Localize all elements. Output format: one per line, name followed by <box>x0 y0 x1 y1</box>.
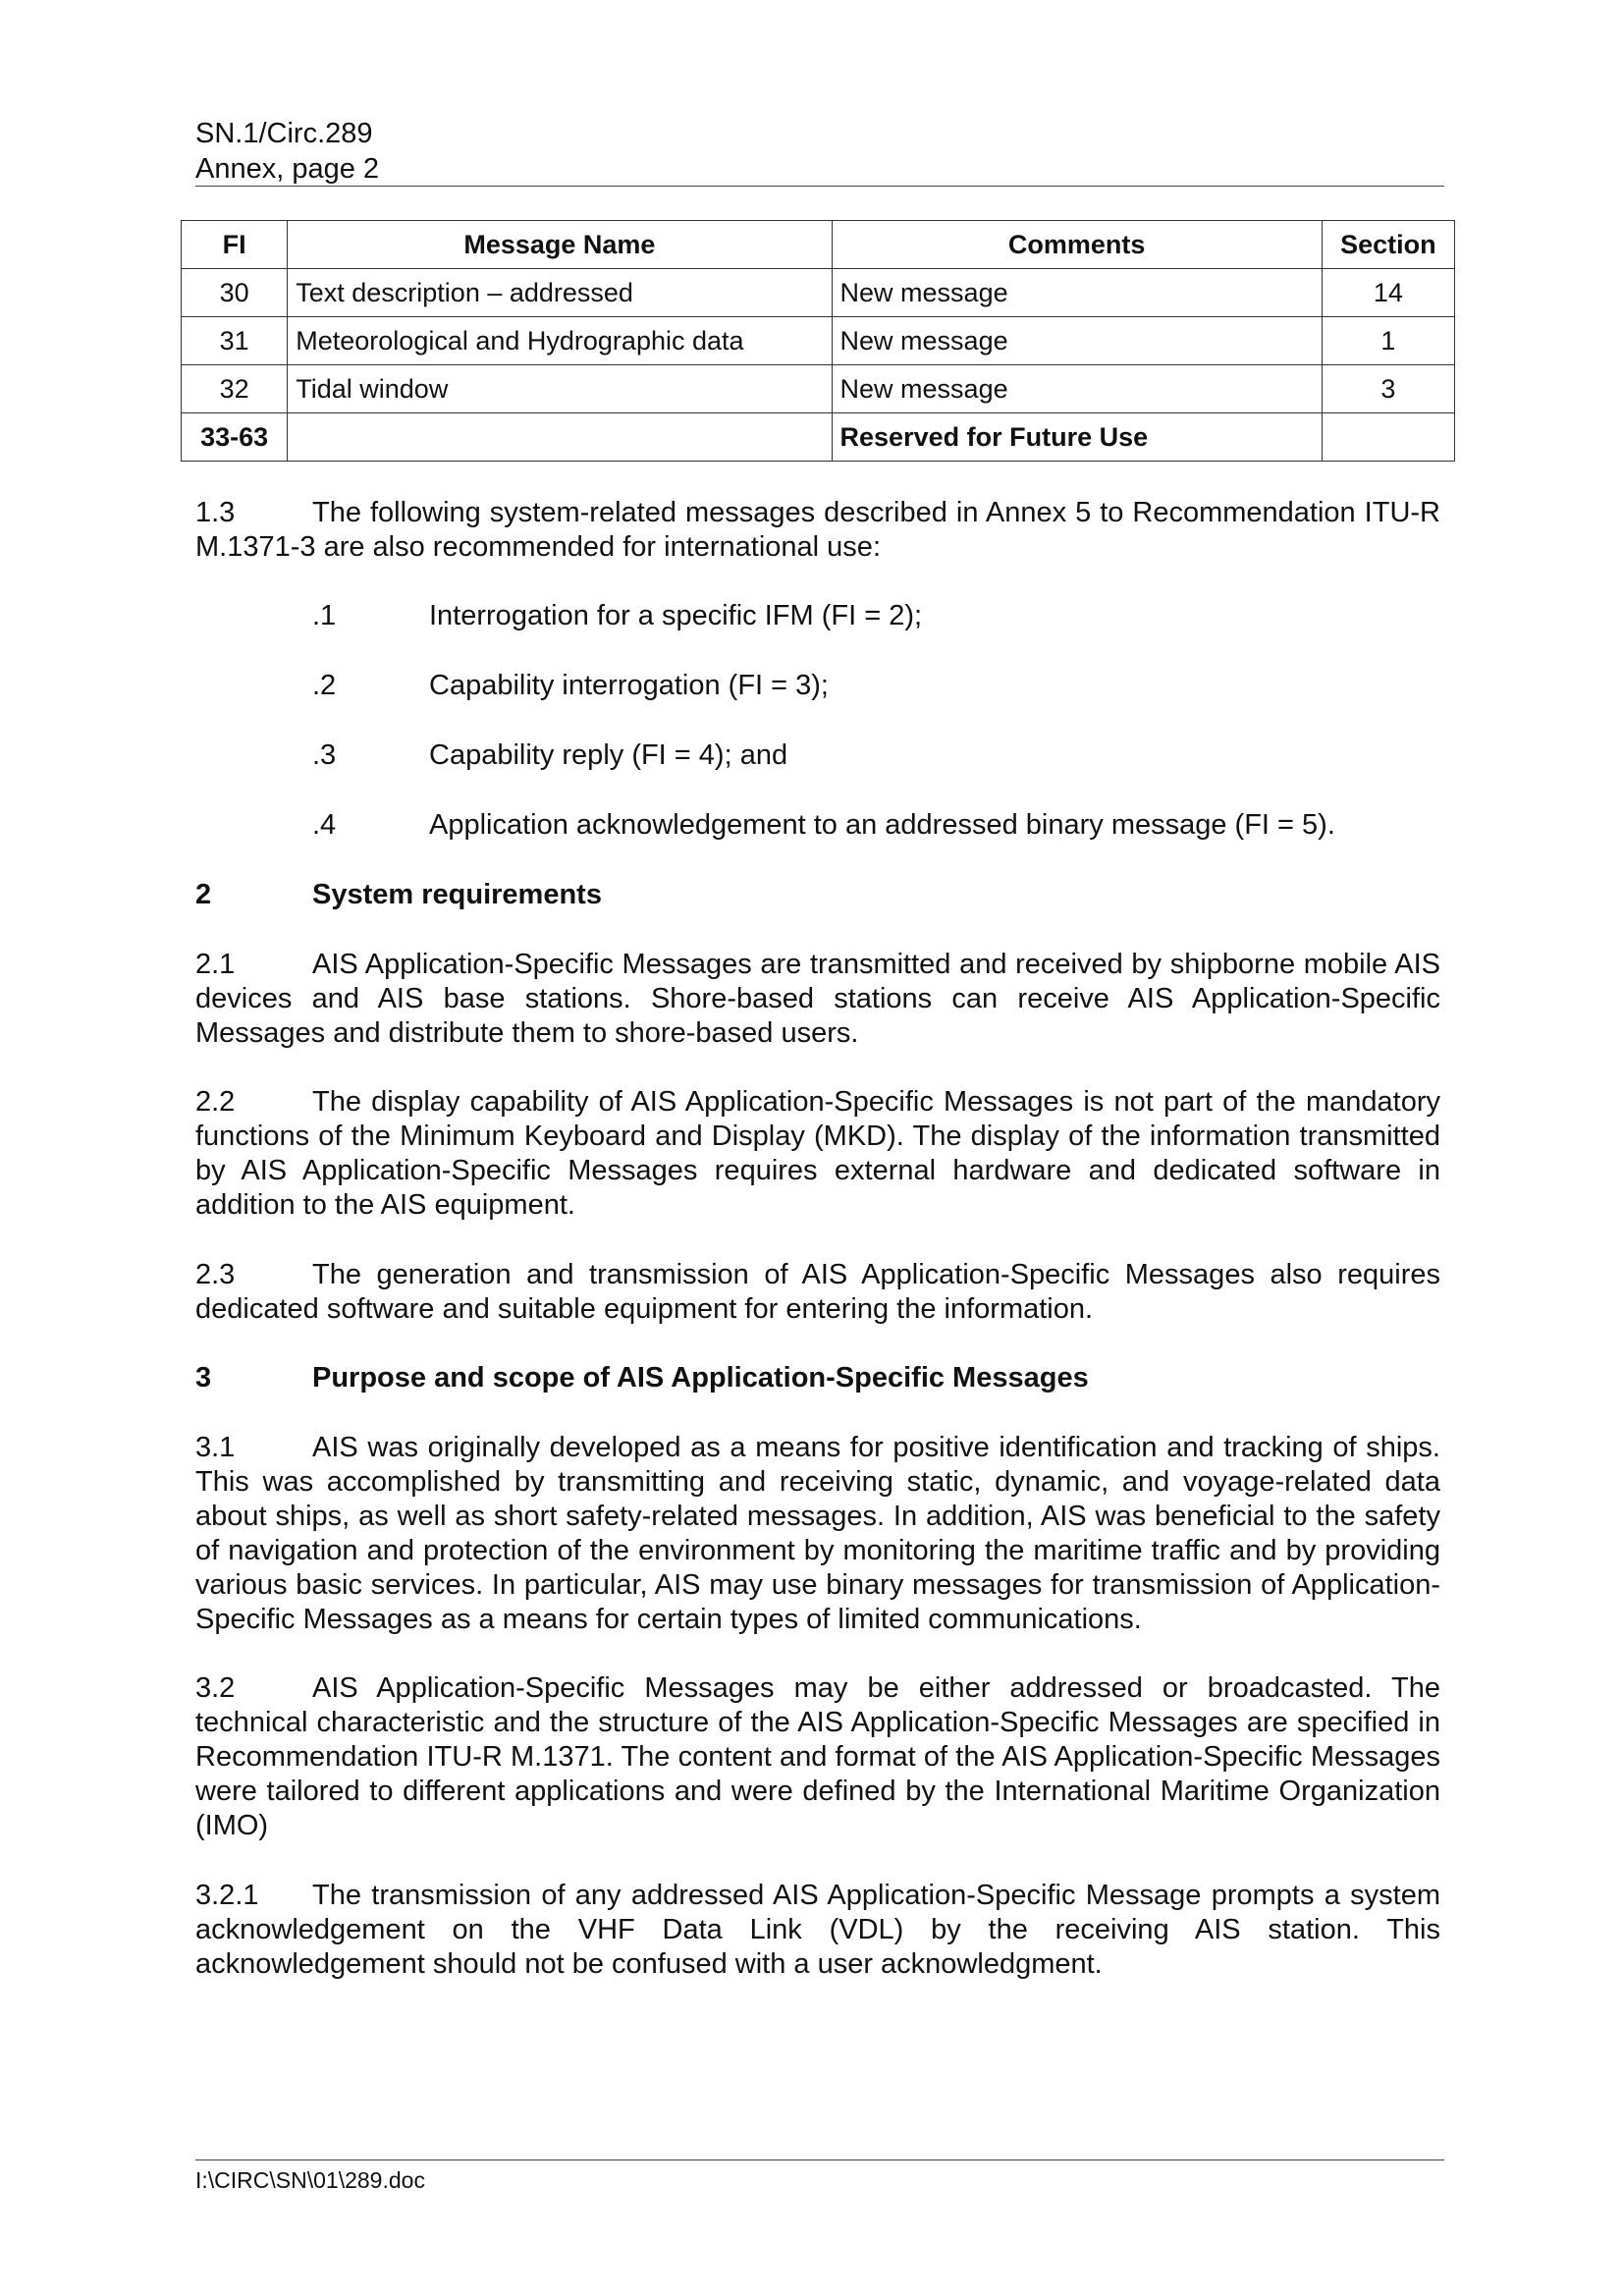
footer-divider <box>195 2159 1444 2160</box>
cell-comment: Reserved for Future Use <box>832 413 1322 462</box>
column-header-comments: Comments <box>832 221 1322 269</box>
paragraph-3-1 <box>195 1431 1440 1637</box>
column-header-section: Section <box>1322 221 1454 269</box>
paragraph-number: 2.2 <box>195 1086 236 1118</box>
column-header-fi: FI <box>182 221 288 269</box>
annex-page-label: Annex, page 2 <box>195 153 380 185</box>
paragraph-number: 3.2 <box>195 1672 236 1704</box>
column-header-message-name: Message Name <box>288 221 832 269</box>
paragraph-text: The following system-related messages described in Annex 5 to Recommendation ITU-R M.1371-3 are also recommended for international use: <box>195 497 1440 563</box>
paragraph-number: 3.1 <box>195 1432 236 1463</box>
paragraph-text: AIS Application-Specific Messages may be either addressed or broadcasted. The technical characteristic and the structure of the AIS Application-Specific Messages are specified in Recommendation ITU-R M.1371. The content and format of the AIS Application-Specific Messages were tailored to different applications and were defined by the International Maritime Organization (IMO) <box>195 1672 1440 1841</box>
cell-fi: 30 <box>182 269 288 317</box>
paragraph-text: The transmission of any addressed AIS Application-Specific Message prompts a system acknowledgement on the VHF Data Link (VDL) by the receiving AIS station. This acknowledgement should not be confused with a user acknowledgment. <box>195 1880 1440 1980</box>
table-row <box>182 365 1455 413</box>
paragraph-2-3 <box>195 1258 1440 1327</box>
heading-number: 2 <box>195 879 212 910</box>
paragraph-number: 2.3 <box>195 1259 236 1290</box>
cell-fi: 33-63 <box>182 413 288 462</box>
cell-section: 1 <box>1322 317 1454 365</box>
heading-number: 3 <box>195 1362 212 1394</box>
message-table <box>181 220 1455 462</box>
page-header <box>195 116 379 187</box>
cell-message-name: Tidal window <box>288 365 832 413</box>
list-item-number: .4 <box>312 809 337 841</box>
table-header-row <box>182 221 1455 269</box>
paragraph-text: The generation and transmission of AIS Application-Specific Messages also requires dedicated software and suitable equipment for entering the information. <box>195 1259 1440 1325</box>
table-row-reserved <box>182 413 1455 462</box>
list-item <box>312 669 829 703</box>
cell-fi: 31 <box>182 317 288 365</box>
header-divider <box>195 186 1444 187</box>
list-item-text: Interrogation for a specific IFM (FI = 2); <box>429 600 923 631</box>
list-item-text: Capability reply (FI = 4); and <box>429 739 788 771</box>
list-item-number: .1 <box>312 600 337 631</box>
list-item <box>312 808 1335 843</box>
paragraph-number: 3.2.1 <box>195 1880 259 1911</box>
cell-message-name <box>288 413 832 462</box>
list-item <box>312 738 787 773</box>
heading-text: Purpose and scope of AIS Application-Specific Messages <box>312 1362 1089 1394</box>
paragraph-2-1 <box>195 948 1440 1051</box>
list-item-number: .3 <box>312 739 337 771</box>
paragraph-1-3 <box>195 496 1440 565</box>
section-heading-2 <box>195 878 602 912</box>
cell-comment: New message <box>832 317 1322 365</box>
paragraph-text: AIS was originally developed as a means for positive identification and tracking of ships. This was accomplished by transmitting and receiving static, dynamic, and voyage-related data about ships, as well as short safety-related messages. In addition, AIS was beneficial to the safety of navigation and protection of the environment by monitoring the maritime traffic and by providing various basic services. In particular, AIS may use binary messages for transmission of Application-Specific Messages as a means for certain types of limited communications. <box>195 1432 1440 1635</box>
paragraph-number: 2.1 <box>195 949 236 980</box>
table-row <box>182 317 1455 365</box>
cell-message-name: Text description – addressed <box>288 269 832 317</box>
section-heading-3 <box>195 1361 1089 1395</box>
heading-text: System requirements <box>312 879 602 910</box>
cell-section <box>1322 413 1454 462</box>
table-row <box>182 269 1455 317</box>
cell-section: 3 <box>1322 365 1454 413</box>
list-item-text: Capability interrogation (FI = 3); <box>429 670 829 701</box>
paragraph-text: AIS Application-Specific Messages are transmitted and received by shipborne mobile AIS devices and AIS base stations. Shore-based stations can receive AIS Application-Specific Messages and distribute them to shore-based users. <box>195 949 1440 1049</box>
paragraph-2-2 <box>195 1085 1440 1223</box>
paragraph-3-2-1 <box>195 1879 1440 1982</box>
cell-section: 14 <box>1322 269 1454 317</box>
paragraph-number: 1.3 <box>195 497 236 528</box>
cell-fi: 32 <box>182 365 288 413</box>
cell-comment: New message <box>832 365 1322 413</box>
cell-message-name: Meteorological and Hydrographic data <box>288 317 832 365</box>
circular-reference: SN.1/Circ.289 <box>195 118 373 149</box>
list-item-number: .2 <box>312 670 337 701</box>
list-item-text: Application acknowledgement to an addressed binary message (FI = 5). <box>429 809 1335 841</box>
paragraph-text: The display capability of AIS Application-Specific Messages is not part of the mandatory functions of the Minimum Keyboard and Display (MKD). The display of the information transmitted by AIS Application-Specific Messages requires external hardware and dedicated software in addition to the AIS equipment. <box>195 1086 1440 1221</box>
paragraph-3-2 <box>195 1671 1440 1843</box>
footer-file-path: I:\CIRC\SN\01\289.doc <box>195 2167 425 2193</box>
cell-comment: New message <box>832 269 1322 317</box>
list-item <box>312 599 922 633</box>
